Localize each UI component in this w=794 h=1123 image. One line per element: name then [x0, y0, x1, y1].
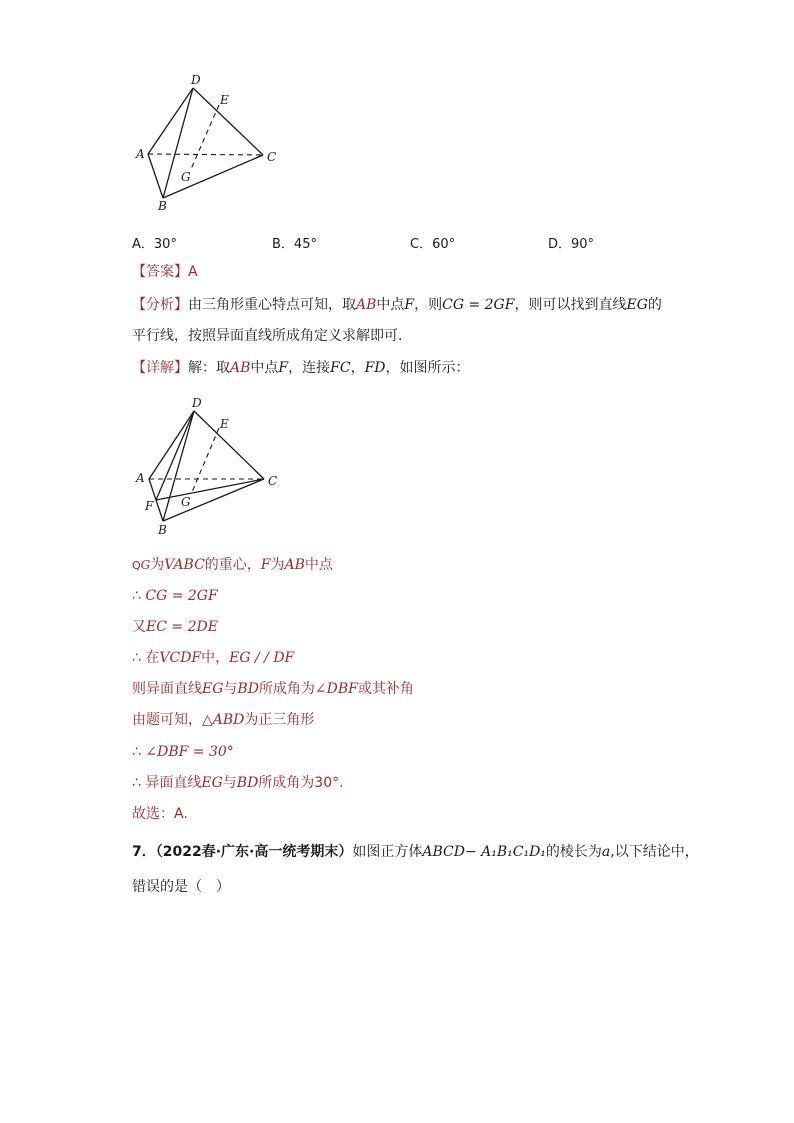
label-C: C — [267, 150, 277, 164]
label-A: A — [136, 147, 145, 161]
label-B: B — [158, 523, 167, 537]
edge-DA — [149, 411, 194, 479]
analysis-line-2: 平行线，按照异面直线所成角定义求解即可. — [132, 328, 403, 344]
question-7-line-2: 错误的是（ ） — [132, 879, 230, 895]
step-1: QG为VABC的重心，F为AB中点 — [132, 557, 333, 573]
label-A: A — [136, 471, 145, 485]
edge-BC — [163, 479, 264, 521]
step-9: 故选：A. — [132, 806, 188, 822]
option-c: C．60° — [410, 237, 456, 252]
label-C: C — [268, 474, 278, 488]
label-D: D — [191, 73, 201, 87]
label-G: G — [181, 495, 191, 509]
label-E: E — [220, 93, 229, 107]
step-3: 又EC = 2DE — [132, 619, 218, 635]
edge-DC — [194, 411, 264, 479]
option-b: B．45° — [272, 237, 317, 252]
edge-DF — [156, 411, 194, 500]
option-d: D．90° — [548, 237, 595, 252]
segment-EG-dashed — [192, 428, 219, 492]
answer-line: 【答案】A — [132, 264, 198, 280]
question-7-line-1: 7．（2022春·广东·高一统考期末）如图正方体ABCD− A₁B₁C₁D₁的棱长为a,以下结论中， — [132, 844, 699, 860]
label-B: B — [158, 199, 167, 213]
label-D: D — [192, 396, 202, 410]
step-6: 由题可知，△ABD为正三角形 — [132, 712, 315, 728]
detail-line: 【详解】解：取AB中点F，连接FC，FD，如图所示： — [132, 360, 470, 376]
step-7: ∴ ∠DBF = 30° — [132, 744, 234, 760]
option-a: A．30° — [132, 237, 177, 252]
step-8: ∴ 异面直线EG与BD所成角为30°. — [132, 775, 344, 791]
step-5: 则异面直线EG与BD所成角为∠DBF或其补角 — [132, 681, 414, 697]
step-2: ∴ CG = 2GF — [132, 588, 218, 604]
label-E: E — [220, 417, 229, 431]
analysis-line-1: 【分析】由三角形重心特点可知，取AB中点F，则CG = 2GF，则可以找到直线EG的 — [132, 297, 662, 313]
step-4: ∴ 在VCDF中，EG / / DF — [132, 650, 295, 666]
label-G: G — [181, 170, 191, 184]
label-F: F — [145, 499, 154, 513]
